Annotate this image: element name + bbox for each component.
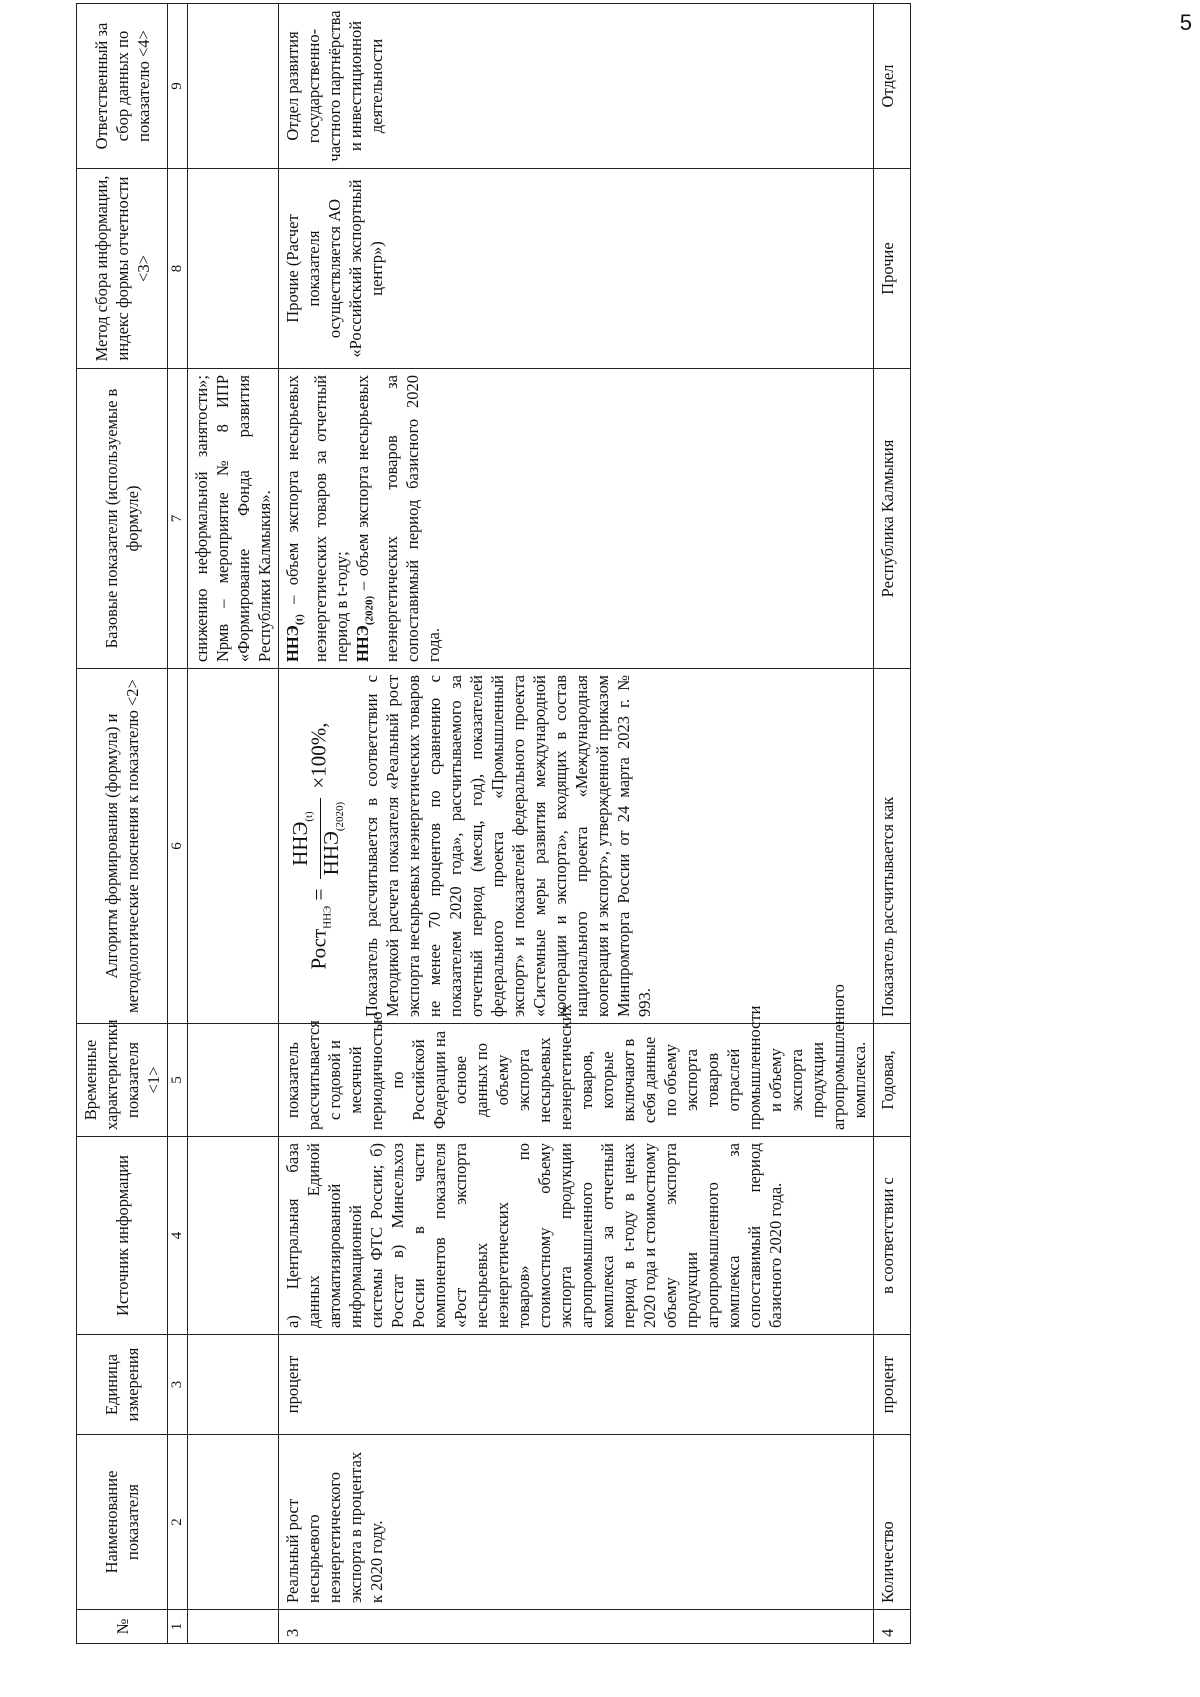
formula-fraction: $ННЭ_{(t)}$ $ННЭ_{(2020)}$ — [290, 798, 351, 880]
col-number: 7 — [168, 369, 188, 669]
col-number: 2 — [168, 1435, 188, 1610]
col-number: 3 — [168, 1335, 188, 1435]
indicator-name: Количество — [874, 1435, 911, 1610]
indicator-name: Реальный рост несырьевого неэнергетического экспорта в процентах к 2020 году. — [279, 1435, 874, 1610]
col-number: 8 — [168, 169, 188, 369]
methodology-text: Показатель рассчитывается в соответствии с Методикой расчета показателя «Реальный рост экспорта несырьевых неэнергетических товаров не менее 70 процентов по сравнению с показателем 2020 года», рассчитываемого за отчетный период (месяц, год), показателей федерального проекта «Промышленный экспорт» и показателей федерального проекта «Системные меры развития международной кооперации и экспорта», входящих в состав национального проекта «Международная кооперация и экспорт», утвержденной приказом Минпромторга России от 24 марта 2023 г. № 993. — [362, 675, 655, 1017]
base-indicators-cell — [279, 369, 874, 669]
responsible-cell: Отдел развития государственно-частного партнёрства и инвестиционной деятельности — [279, 4, 874, 169]
header-time: Временные характеристики показателя <1> — [77, 1024, 168, 1137]
header-unit: Единица измерения — [77, 1335, 168, 1435]
collection-method-cell: Прочие — [874, 169, 911, 369]
source-cell: в соответствии с — [874, 1137, 911, 1335]
row-number: 3 — [279, 1610, 874, 1644]
header-responsible: Ответственный за сбор данных по показателю <4> — [77, 4, 168, 169]
header-row — [77, 4, 168, 1644]
col-number: 4 — [168, 1137, 188, 1335]
indicators-table — [76, 3, 911, 1644]
continuation-base-cell: снижению неформальной занятости»; Nрмв – мероприятие № 8 ИПР «Формирование Фонда развития Республики Калмыкия». — [188, 369, 279, 669]
column-number-row — [168, 4, 188, 1644]
time-cell: показатель рассчитывается с годовой и месячной периодичностью по Российской Федерации на основе данных по объему экспорта несырьевых неэнергетических товаров, которые включают в себя данные по объему экспорта товаров отраслей промышленности и объему экспорта продукции агропромышленного комплекса. — [279, 1024, 874, 1137]
time-cell: Годовая, — [874, 1024, 911, 1137]
header-name: Наименование показателя — [77, 1435, 168, 1610]
row-number: 4 — [874, 1610, 911, 1644]
header-source: Источник информации — [77, 1137, 168, 1335]
header-base: Базовые показатели (используемые в формуле) — [77, 369, 168, 669]
header-method: Метод сбора информации, индекс формы отчетности <3> — [77, 169, 168, 369]
table-row-4 — [874, 4, 911, 1644]
unit-cell: процент — [874, 1335, 911, 1435]
unit-cell: процент — [279, 1335, 874, 1435]
col-number: 9 — [168, 4, 188, 169]
rotated-table-sheet — [48, 0, 1200, 1672]
header-algorithm: Алгоритм формирования (формула) и методологические пояснения к показателю <2> — [77, 669, 168, 1024]
table-row-3 — [279, 4, 874, 1644]
header-number: № — [77, 1610, 168, 1644]
page-number: 5 — [1179, 10, 1192, 35]
continuation-row — [188, 4, 279, 1644]
growth-formula: Рост$_{ННЭ}$ = $ННЭ_{(t)}$ $ННЭ_{(2020)}$ ×100%, — [282, 675, 361, 1017]
col-number: 1 — [168, 1610, 188, 1644]
base-indicator-1: $ННЭ_{(t)}$ – объем экспорта несырьевых неэнергетических товаров за отчетный период в t-году; — [283, 375, 352, 662]
base-indicator-2: $ННЭ_{(2020)}$ – объем экспорта несырьевых неэнергетических товаров за сопоставимый период базисного 2020 года. — [353, 375, 443, 662]
collection-method-cell: Прочие (Расчет показателя осуществляется АО «Российский экспортный центр») — [279, 169, 874, 369]
col-number: 6 — [168, 669, 188, 1024]
algorithm-cell: Показатель рассчитывается как — [874, 669, 911, 1024]
algorithm-cell — [279, 669, 874, 1024]
source-cell: а) Центральная база данных Единой автоматизированной информационной системы ФТС России; б) Росстат в) Минсельхоз России в части компонентов показателя «Рост экспорта несырьевых неэнергетических товаров» по стоимостному объему экспорта продукции агропромышленного комплекса за отчетный период в t-году в ценах 2020 года и стоимостному объему экспорта продукции агропромышленного комплекса за сопоставимый период базисного 2020 года. — [279, 1137, 874, 1335]
col-number: 5 — [168, 1024, 188, 1137]
responsible-cell: Отдел — [874, 4, 911, 169]
base-indicators-cell: Республика Калмыкия — [874, 369, 911, 669]
